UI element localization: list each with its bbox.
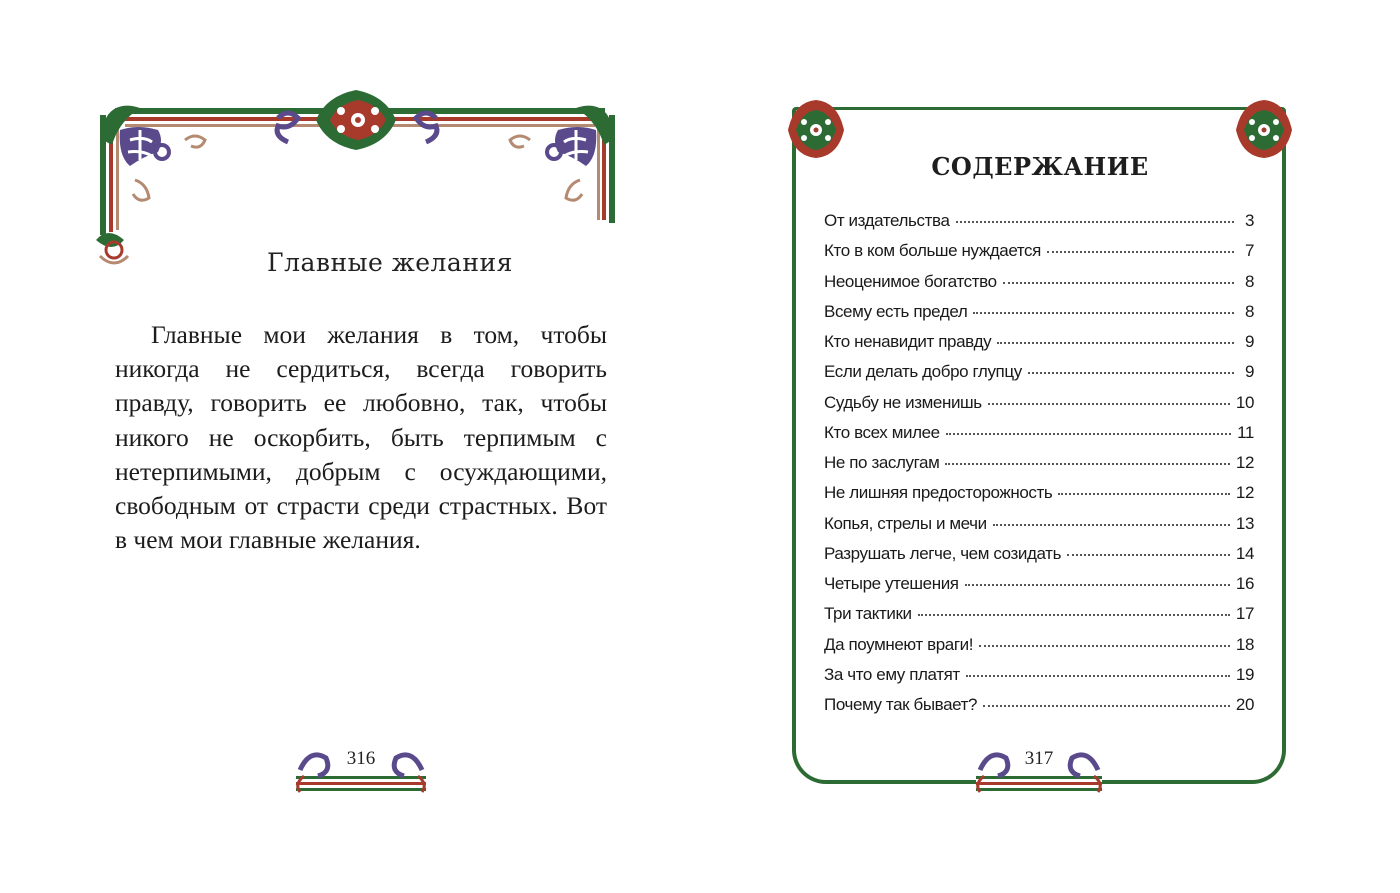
toc-dot-leader — [983, 705, 1230, 707]
toc-entry-title: Три тактики — [824, 604, 912, 624]
toc-entry — [824, 211, 1254, 241]
toc-dot-leader — [966, 675, 1230, 677]
toc-entry — [824, 604, 1254, 634]
toc-entry-title: Кто ненавидит правду — [824, 332, 992, 351]
toc-entry-title: Судьбу не изменишь — [824, 392, 982, 412]
toc-entry — [824, 665, 1254, 695]
toc-entry — [824, 272, 1254, 302]
toc-dot-leader — [1067, 554, 1230, 556]
toc-entry-title: Почему так бывает? — [824, 695, 978, 714]
toc-dot-leader — [979, 645, 1230, 647]
toc-entry-page: 16 — [1235, 574, 1254, 593]
contents-heading: СОДЕРЖАНИЕ — [931, 152, 1149, 181]
toc-entry — [824, 544, 1254, 574]
toc-dot-leader — [965, 584, 1230, 586]
toc-entry — [824, 695, 1254, 725]
page-number: 316 — [346, 748, 376, 769]
toc-dot-leader — [945, 463, 1230, 465]
toc-entry-page: 12 — [1235, 483, 1254, 503]
toc-entry — [824, 514, 1254, 544]
toc-entry-page: 9 — [1244, 332, 1254, 351]
toc-entry-page: 18 — [1235, 634, 1254, 654]
toc-dot-leader — [997, 342, 1234, 344]
toc-entry-title: Четыре утешения — [824, 574, 959, 593]
right-page — [700, 0, 1400, 893]
toc-entry-page: 8 — [1244, 271, 1254, 291]
toc-dot-leader — [973, 312, 1234, 314]
toc-entry-page: 20 — [1235, 695, 1254, 714]
toc-entry-page: 8 — [1244, 301, 1254, 321]
toc-entry-page: 14 — [1235, 543, 1254, 563]
toc-entry-title: Да поумнеют враги! — [824, 634, 974, 654]
toc-entry-page: 13 — [1235, 513, 1254, 533]
toc-entry — [824, 302, 1254, 332]
toc-entry-page: 11 — [1237, 422, 1254, 442]
toc-entry-title: Если делать добро глупцу — [824, 362, 1022, 382]
chapter-title: Главные желания — [267, 248, 513, 277]
toc-dot-leader — [1047, 251, 1234, 253]
page-number: 317 — [1024, 748, 1054, 769]
toc-entry-page: 3 — [1244, 211, 1254, 230]
toc-dot-leader — [918, 614, 1230, 616]
toc-dot-leader — [1058, 493, 1230, 495]
toc-entry-page: 9 — [1244, 362, 1254, 382]
toc-entry — [824, 574, 1254, 604]
corner-rosette-right — [1236, 100, 1292, 158]
toc-entry-page: 7 — [1244, 241, 1254, 261]
toc-entry — [824, 423, 1254, 453]
toc-entry — [824, 241, 1254, 271]
toc-dot-leader — [993, 524, 1230, 526]
toc-entry-page: 17 — [1235, 604, 1254, 624]
toc-dot-leader — [946, 433, 1231, 435]
corner-rosette-left — [788, 100, 844, 158]
contents-list — [824, 211, 1254, 725]
toc-entry-title: Копья, стрелы и мечи — [824, 513, 987, 533]
toc-entry-title: Кто всех милее — [824, 422, 940, 442]
toc-dot-leader — [956, 221, 1235, 223]
toc-entry — [824, 393, 1254, 423]
toc-entry-title: Не лишняя предосторожность — [824, 483, 1053, 503]
toc-entry-title: От издательства — [824, 211, 950, 230]
toc-entry-title: Неоценимое богатство — [824, 271, 997, 291]
toc-entry-page: 12 — [1235, 453, 1254, 472]
toc-entry-page: 10 — [1235, 392, 1254, 412]
toc-entry — [824, 362, 1254, 392]
toc-entry — [824, 332, 1254, 362]
toc-dot-leader — [1003, 282, 1234, 284]
toc-entry — [824, 635, 1254, 665]
toc-entry-page: 19 — [1235, 664, 1254, 684]
body-text: Главные мои желания в том, чтобы никогда не сердиться, всегда говорить правду, говорить ее любовно, так, чтобы никого не оскорбить, быть терпимым с нетерпимыми, добрым с осуждающими, свободным от страсти среди страстных. Вот в чем мои главные желания. — [115, 320, 607, 555]
toc-dot-leader — [988, 403, 1230, 405]
toc-dot-leader — [1028, 372, 1234, 374]
toc-entry-title: Разрушать легче, чем созидать — [824, 543, 1062, 563]
toc-entry-title: Не по заслугам — [824, 453, 940, 472]
toc-entry-title: За что ему платят — [824, 664, 960, 684]
toc-entry-title: Кто в ком больше нуждается — [824, 241, 1041, 261]
toc-entry — [824, 453, 1254, 483]
toc-entry-title: Всему есть предел — [824, 301, 968, 321]
toc-entry — [824, 483, 1254, 513]
